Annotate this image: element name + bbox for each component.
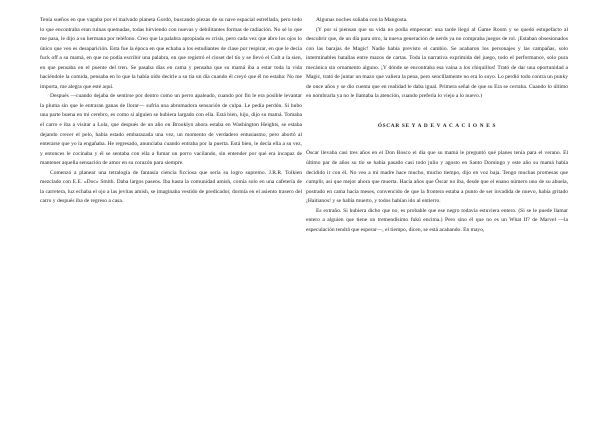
section-heading: ÓSCAR SE Y A D E V A C A C I O N E S	[377, 122, 497, 129]
left-page	[40, 16, 302, 416]
right-paragraph-1: Algunas noches soñaba con la Mangosta.	[316, 17, 408, 23]
right-paragraph-2: (Y por si piensan que su vida no podía empeorar: una tarde llegó al Game Room y se quedó estupefacto al descubrir que, de un día para otro, la nueva generación de nerds ya no compraba juegos de rol. ¡Estaban obsesionados con las barajas de Magic! Nadie había previsto el cambio. Se acabaron los personajes y las campañas, solo interminables batallas entre mazos de cartas. Toda la narrativa exprimida del juego, todo el performance, solo pura mecánica sin ornamento alguno. ¡Y dónde se encontraba esa vaina a los chiquillos! Trató de dar una oportunidad a Magic, trató de juntar un mazo que valiera la pena, pero sencillamente no era lo suyo. Lo perdió todo contra un punky de once años y se dio cuenta que en realidad le daba igual. Primera señal de que su Era se cerraba. Cuando lo último en nombrarla ya no le llamaba la atención, cuando prefería lo viejo a lo nuevo.)	[306, 26, 568, 100]
left-paragraph-2: Después —cuando dejaba de sentirse por dentro como un perro apaleado, cuando por fin le era posible levantar la pluma sin que le entraran ganas de llorar— sufría una abrumadora sensación de culpa. Le pedía perdón. Si hubo una parte buena en mi cerebro, es como si alguien se hubiera largado con ella. Está bien, hijo, dijo su mamá. Tomaba el carro e iba a visitar a Lola, que después de un año en Brooklyn ahora estaba en Washington Heights, se estaba dejando crecer el pelo, había estado embarazada una vez, un momento de verdadero entusiasmo, pero abortó al enterarse que yo la engañaba. He regresado, anunciaba cuando entraba por la puerta. Está bien, le decía ella a su vez, y entonces le cocinaba y él se sentaba con ella a fumar un porro vacilando, sin entender por qué era incapaz de mantener aquella sensación de amor en su corazón para siempre.	[40, 93, 302, 167]
right-paragraph-3: Óscar llevaba casi tres años en el Don Bosco el día que su mamá le preguntó qué planes tenía para el verano. El último par de años su tío se había pasado casi todo julio y agosto en Santo Domingo y este año su mamá había decidido ir con él. No veo a mi madre hace mucho, mucho tiempo, dijo en voz baja. Tengo muchas promesas que cumplir, así que mejor ahora que muerta. Hacía años que Óscar no iba, desde que el enano número uno de su abuela, postrado en cama hacía meses, convencido de que la frontera estaba a punto de ser invadida de nuevo, había gritado ¡Haitianos! y se había muerto, y todos habían ido al entierro.	[306, 150, 568, 205]
right-paragraph-4: Es extraño. Si hubiera dicho que no, es probable que ese negro todavía estuviera entero. (Si se le puede llamar entero a alguien que tiene un tremendísimo fukú encima.) Pero sino él que no es un What If? de Marvel —la especulación tendrá que esperar—, el tiempo, dicen, se está acabando. En mayo,	[306, 207, 568, 233]
left-paragraph-1: Tenía sueños en que vagaba por el malvado planeta Gordo, buscando piezas de su nave espacial estrellada, pero todo lo que encontraba eran ruinas quemadas, todas hirviendo con nuevas y debilitantes formas de radiación. No sé lo que me pasa, le dijo a su hermana por teléfono. Creo que la palabra apropiada es crisis, pero cada vez que abro los ojos lo único que veo es desaparición. Esta fue la época en que echaba a los estudiantes de clase por respirar, en que le decía fuck off a su mamá, en que no podía escribir una palabra, en que registró el closet del tío y se llevó el Colt a la sien, en que pensaba en el puente del tren. Se pasaba días en cama y pensaba que su mamá iba a estar toda la vida haciéndole la comida, pensaba en lo que la había oído decirle a su tía un día cuando él creyó que él no estaba: No me importa, me alegra que esté aquí.	[40, 17, 302, 90]
right-page	[306, 16, 568, 416]
left-paragraph-3: Comenzó a planear una tetralogía de fantasía ciencia ficciosa que sería su logro supremo. J.R.R. Tolkien mezclado con E.E. «Doc» Smith. Daba largos paseos. Iba hasta la comunidad amish, comía solo en una cafetería de la carretera, luz echaba el ojo a las jevitas amish, se imaginaba vestido de predicador, dormía en el asiento trasero del carro y después iba de regreso a casa.	[40, 169, 302, 205]
